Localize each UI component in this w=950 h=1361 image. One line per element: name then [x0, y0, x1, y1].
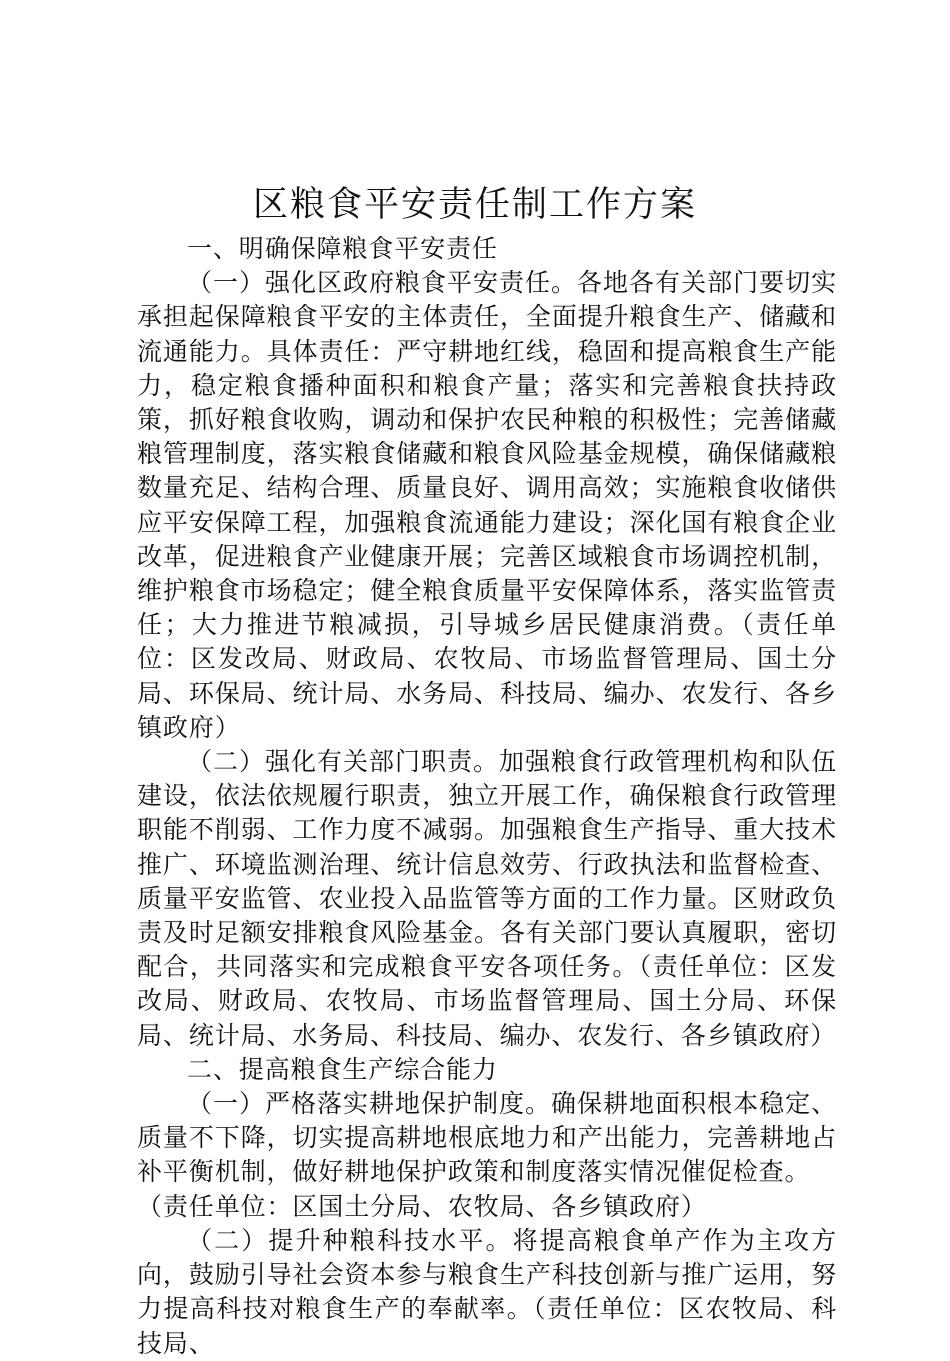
- section-heading-1: 一、明确保障粮食平安责任: [187, 234, 498, 263]
- section-heading-2: 二、提高粮食生产综合能力: [187, 1054, 498, 1084]
- paragraph-2-1-responsibility: （责任单位：区国土分局、农牧局、各乡镇政府）: [137, 1191, 707, 1221]
- document-body: [137, 232, 837, 1361]
- paragraph-1-2: （二）强化有关部门职责。加强粮食行政管理机构和队伍建设，依法依规履行职责，独立开展工作，确保粮食行政管理职能不削弱、工作力度不减弱。加强粮食生产指导、重大技术推广、环境监测治理、统计信息效劳、行政执法和监督检查、质量平安监管、农业投入品监管等方面的工作力量。区财政负责及时足额安排粮食风险基金。各有关部门要认真履职，密切配合，共同落实和完成粮食平安各项任务。（责任单位：区发改局、财政局、农牧局、市场监督管理局、国土分局、环保局、统计局、水务局、科技局、编办、农发行、各乡镇政府）: [137, 747, 837, 1050]
- document-title: 区粮食平安责任制工作方案: [252, 185, 697, 225]
- paragraph-2-1: （一）严格落实耕地保护制度。确保耕地面积根本稳定、质量不下降，切实提高耕地根底地力和产出能力，完善耕地占补平衡机制，做好耕地保护政策和制度落实情况催促检查。: [137, 1089, 837, 1187]
- paragraph-2-2: （二）提升种粮科技水平。将提高粮食单产作为主攻方向，鼓励引导社会资本参与粮食生产科技创新与推广运用，努力提高科技对粮食生产的奉献率。（责任单位：区农牧局、科技局、: [137, 1225, 837, 1358]
- paragraph-1-1: （一）强化区政府粮食平安责任。各地各有关部门要切实承担起保障粮食平安的主体责任，全面提升粮食生产、储藏和流通能力。具体责任：严守耕地红线，稳固和提高粮食生产能力，稳定粮食播种面积和粮食产量；落实和完善粮食扶持政策，抓好粮食收购，调动和保护农民种粮的积极性；完善储藏粮管理制度，落实粮食储藏和粮食风险基金规模，确保储藏粮数量充足、结构合理、质量良好、调用高效；实施粮食收储供应平安保障工程，加强粮食流通能力建设；深化国有粮食企业改革，促进粮食产业健康开展；完善区域粮食市场调控机制，维护粮食市场稳定；健全粮食质量平安保障体系，落实监管责任；大力推进节粮减损，引导城乡居民健康消费。（责任单位：区发改局、财政局、农牧局、市场监督管理局、国土分局、环保局、统计局、水务局、科技局、编办、农发行、各乡镇政府）: [137, 268, 837, 742]
